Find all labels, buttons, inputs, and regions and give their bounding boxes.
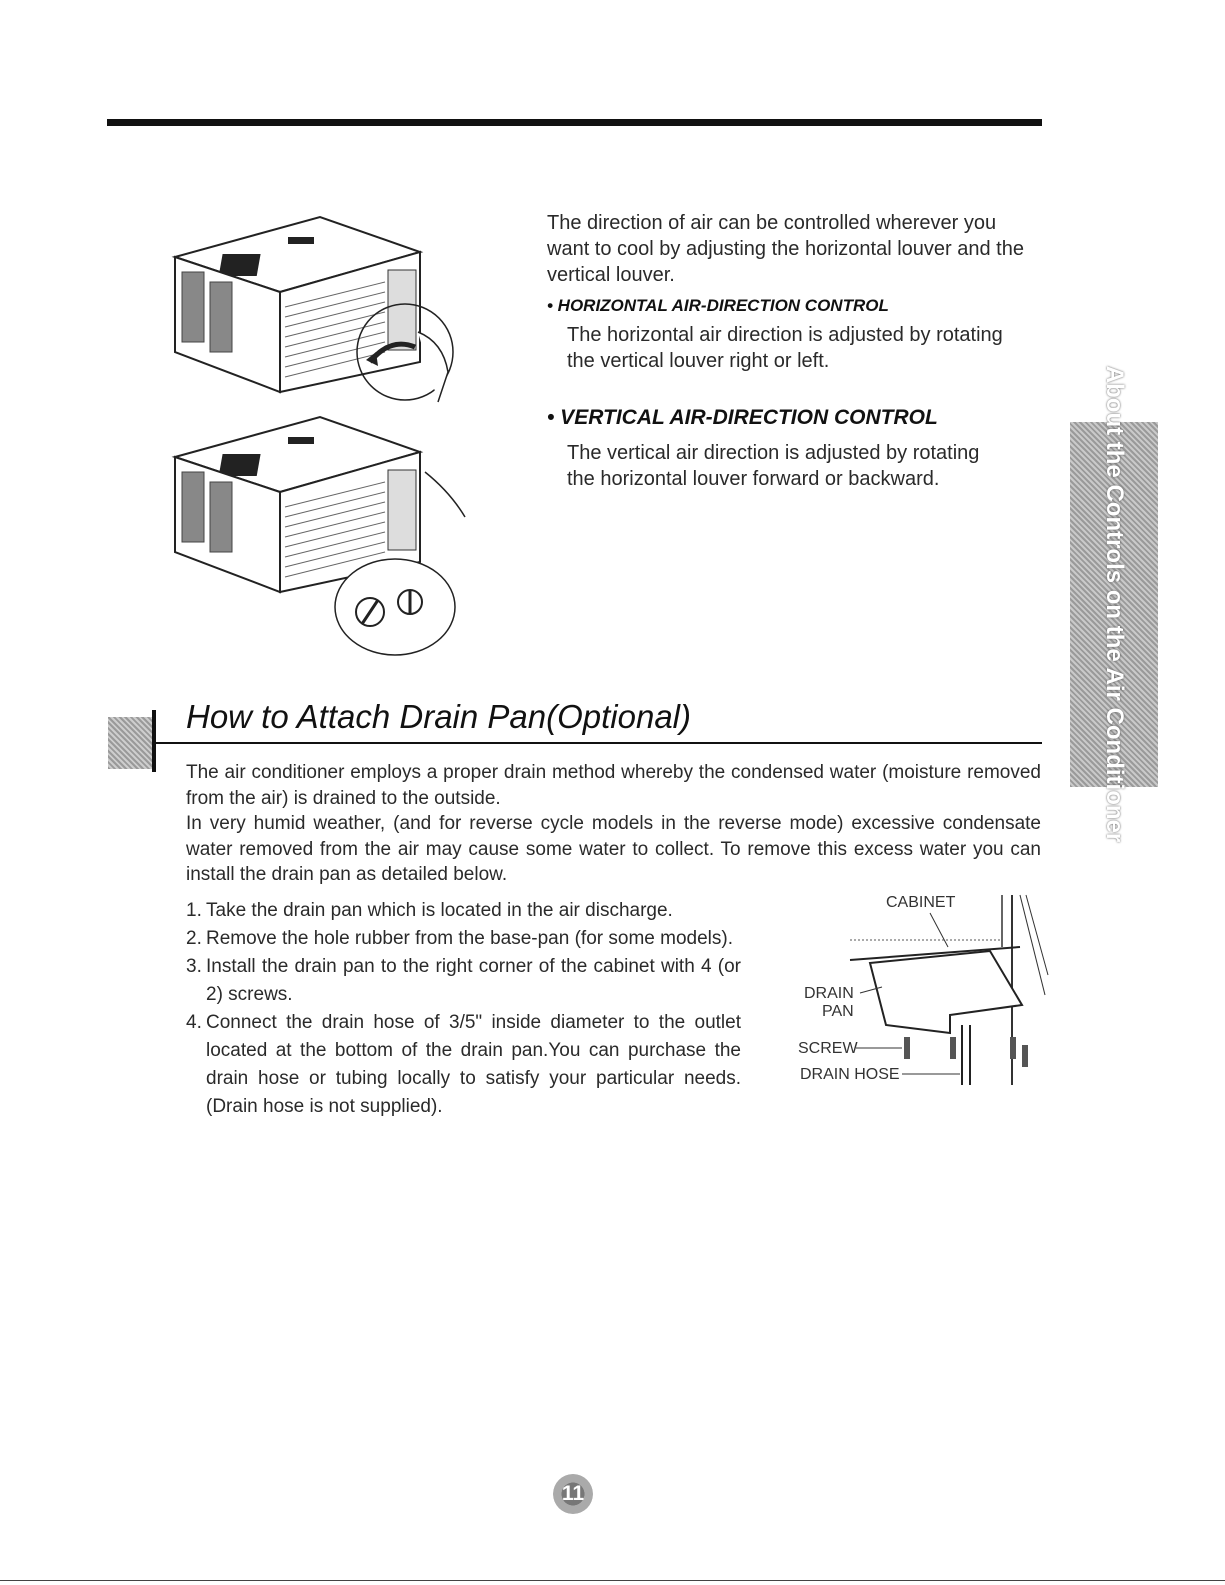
step-number: 4. — [186, 1012, 202, 1033]
chapter-side-tab-label: About the Controls on the Air Conditioner — [1101, 365, 1128, 843]
top-rule — [107, 119, 1042, 126]
drain-hose-label: DRAIN HOSE — [800, 1066, 900, 1083]
step-text: Install the drain pan to the right corner of the cabinet with 4 (or 2) screws. — [206, 956, 741, 1005]
screw-label: SCREW — [798, 1040, 858, 1057]
chapter-side-tab — [1070, 365, 1158, 843]
list-item — [186, 1009, 741, 1121]
horizontal-control-heading: • HORIZONTAL AIR-DIRECTION CONTROL — [547, 296, 889, 315]
intro-paragraph — [547, 210, 1042, 288]
list-item — [186, 897, 741, 925]
step-text: Take the drain pan which is located in the air discharge. — [206, 900, 673, 921]
pan-label: PAN — [822, 1003, 854, 1020]
bottom-rule — [0, 1580, 1225, 1581]
section-title: How to Attach Drain Pan(Optional) — [186, 698, 692, 735]
drain-pan-diagram — [790, 885, 1050, 1095]
step-text: Remove the hole rubber from the base-pan (for some models). — [206, 928, 733, 949]
step-list — [186, 897, 741, 1121]
cabinet-label: CABINET — [886, 894, 956, 911]
horizontal-control-body: The horizontal air direction is adjusted by rotating the vertical louver right or left. — [567, 324, 1003, 372]
step-number: 1. — [186, 900, 202, 921]
page-number-badge — [553, 1474, 593, 1514]
list-item — [186, 953, 741, 1009]
section-rule — [156, 742, 1042, 744]
vertical-control-heading: • VERTICAL AIR-DIRECTION CONTROL — [547, 406, 938, 429]
vertical-control-body: The vertical air direction is adjusted by rotating the horizontal louver forward or backward. — [567, 442, 980, 490]
step-number: 2. — [186, 928, 202, 949]
drain-label: DRAIN — [804, 985, 854, 1002]
section-body — [186, 760, 1041, 888]
section-paragraph-1: The air conditioner employs a proper drain method whereby the condensed water (moisture removed from the air) is drained to the outside. — [186, 762, 1041, 809]
ac-unit-horizontal-control-illustration — [170, 212, 470, 432]
page-number: 11 — [561, 1482, 585, 1505]
list-item — [186, 925, 741, 953]
intro-text: The direction of air can be controlled wherever you want to cool by adjusting the horizontal louver and the vertical louver. — [547, 212, 1024, 286]
step-text: Connect the drain hose of 3/5" inside diameter to the outlet located at the bottom of the drain pan.You can purchase the drain hose or tubing locally to satisfy your particular needs. (Drain hose is not supplied). — [206, 1012, 741, 1117]
ac-unit-vertical-control-illustration — [170, 412, 470, 662]
section-marker — [108, 717, 156, 769]
section-paragraph-2: In very humid weather, (and for reverse cycle models in the reverse mode) excessive condensate water removed from the air may cause some water to collect. To remove this excess water you can install the drain pan as detailed below. — [186, 813, 1041, 885]
section-marker-line — [152, 710, 156, 772]
step-number: 3. — [186, 956, 202, 977]
